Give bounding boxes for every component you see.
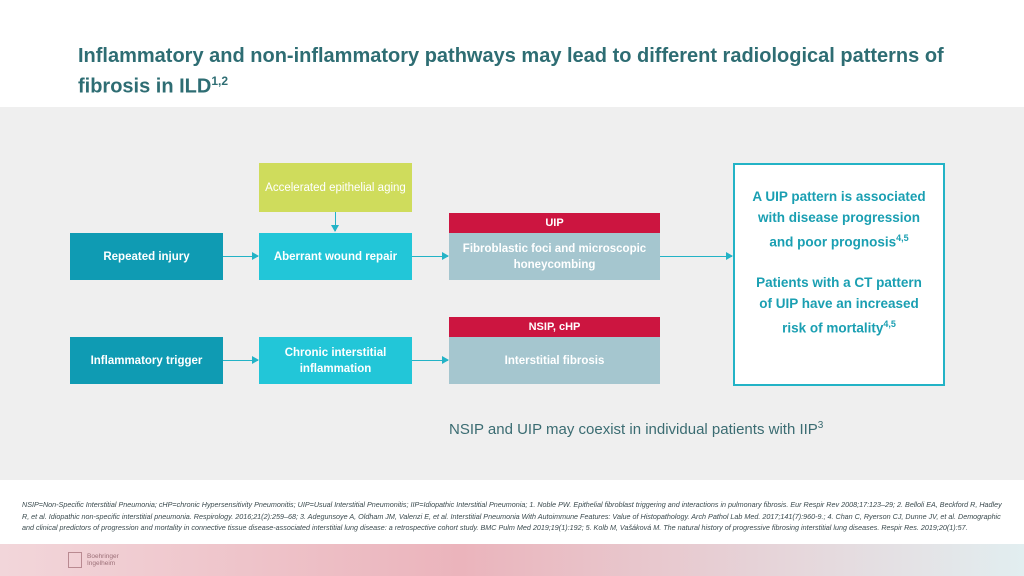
arrow-trigger-to-inflammation bbox=[223, 360, 258, 361]
repeated-injury-node: Repeated injury bbox=[70, 233, 223, 280]
arrow-inflammation-to-fibrosis bbox=[412, 360, 448, 361]
uip-label: UIP bbox=[449, 213, 660, 233]
arrow-repair-to-fibroblastic bbox=[412, 256, 448, 257]
company-logo: Boehringer Ingelheim bbox=[68, 550, 119, 570]
aberrant-wound-repair-node: Aberrant wound repair bbox=[259, 233, 412, 280]
bottom-band bbox=[0, 544, 1024, 576]
inflammatory-trigger-node: Inflammatory trigger bbox=[70, 337, 223, 384]
arrow-injury-to-repair bbox=[223, 256, 258, 257]
chronic-inflammation-node: Chronic interstitial inflammation bbox=[259, 337, 412, 384]
coexist-statement: NSIP and UIP may coexist in individual patients with IIP$^3$ bbox=[449, 420, 824, 438]
arrow-uip-to-callout bbox=[660, 256, 732, 257]
callout-prognosis-text: A UIP pattern is associated with disease progression and poor prognosis$^{4,5}$ bbox=[752, 189, 926, 250]
fibroblastic-foci-node: Fibroblastic foci and microscopic honeycombing bbox=[449, 233, 660, 280]
logo-mark-icon bbox=[68, 552, 82, 568]
page-title: Inflammatory and non-inflammatory pathways may lead to different radiological patterns of fibrosis in ILD$^{1,2}$ bbox=[78, 45, 944, 98]
interstitial-fibrosis-node: Interstitial fibrosis bbox=[449, 337, 660, 384]
arrow-aging-to-repair bbox=[335, 212, 336, 231]
footnote-references: NSIP=Non-Specific Interstitial Pneumonia; cHP=chronic Hypersensitivity Pneumonitis; UIP=Usual Interstitial Pneumonitis; IIP=Idiopathic Interstitial Pneumonia; 1. Noble PW. Epithelial fibroblast triggering and interactions in pulmonary fibrosis. Eur Respir Rev 2008;17:123–29; 2. Belloli EA, Beckford R, Hadley R, et al. Idiopathic non-specific interstitial pneumonia. Respirology. 2016;21(2):259–68; 3. Adegunsoye A, Oldham JM, Valenzi E, et al. Interstitial Pneumonia With Autoimmune Features: Value of Histopathology. Arch Pathol Lab Med. 2017;141(7):960-9.; 4. Chan C, Ryerson CJ, Dunne JV, et al. Demographic and clinical predictors of progression and mortality in connective tissue disease-associated interstitial lung disease: a retrospective cohort study. BMC Pulm Med 2019;19(1):192; 5. Kolb M, Vašáková M. The natural history of progressive fibrosing interstitial lung diseases. Respir Res. 2019;20(1):57. bbox=[22, 500, 1002, 532]
uip-prognosis-callout bbox=[733, 163, 945, 386]
callout-mortality-text: Patients with a CT pattern of UIP have an increased risk of mortality$^{4,5}$ bbox=[756, 275, 922, 336]
nsip-chp-label: NSIP, cHP bbox=[449, 317, 660, 337]
accelerated-aging-node: Accelerated epithelial aging bbox=[259, 163, 412, 212]
